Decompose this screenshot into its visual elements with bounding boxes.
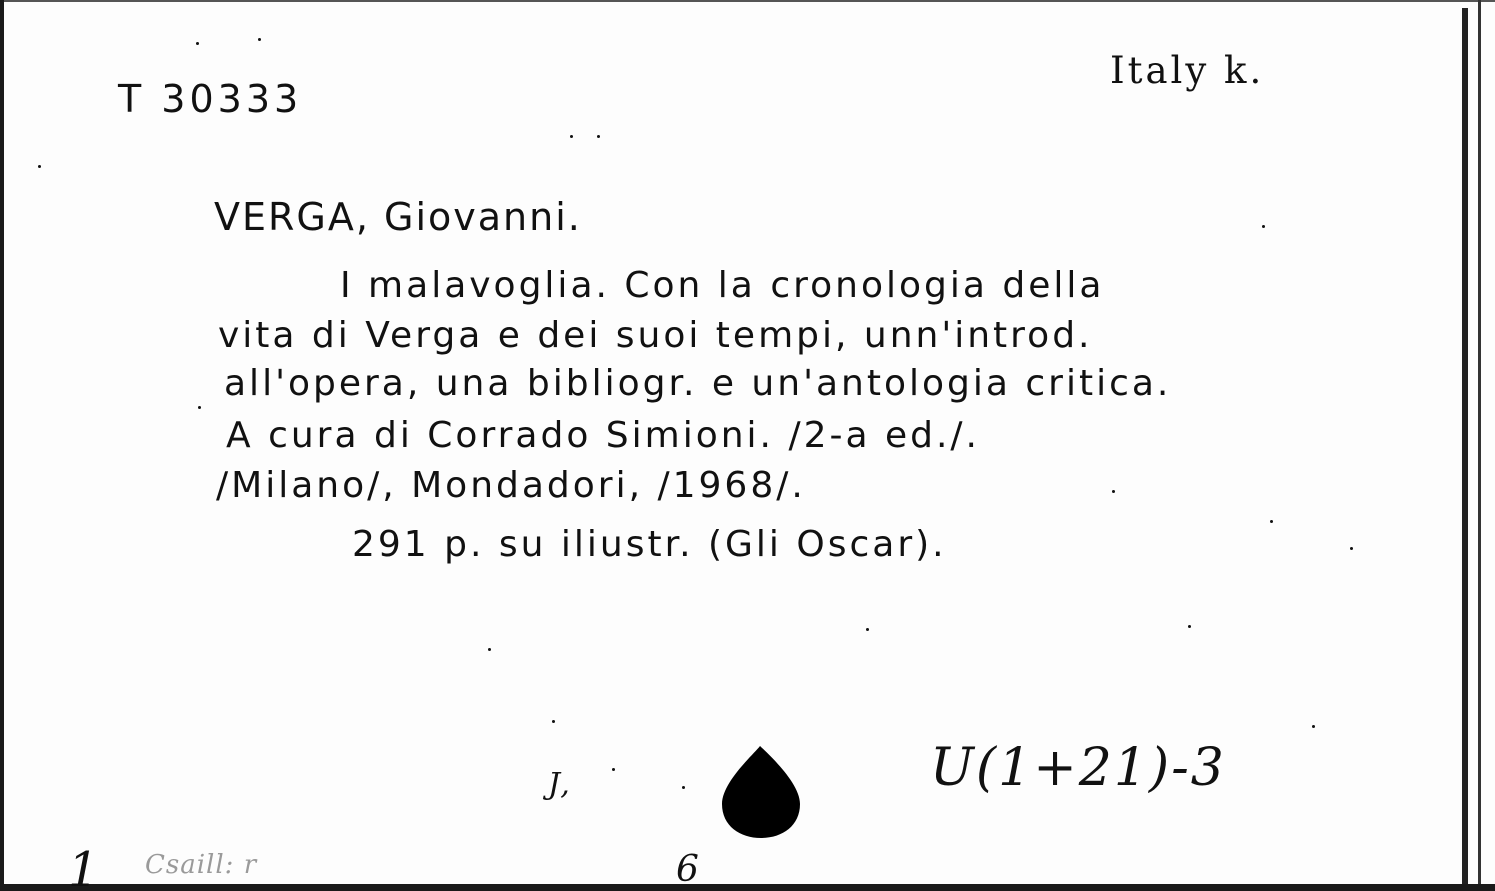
author-heading: VERGA, Giovanni.: [214, 195, 582, 239]
punch-hole: [716, 742, 806, 842]
card-top-edge: [0, 0, 1495, 2]
description-line: vita di Verga e dei suoi tempi, unn'introd.: [218, 315, 1093, 356]
scan-speck: [866, 628, 869, 631]
card-right-edge-outer: [1478, 0, 1481, 891]
scan-speck: [1270, 520, 1273, 523]
handwritten-number: 1: [68, 842, 101, 891]
publication-line: /Milano/, Mondadori, /1968/.: [216, 465, 806, 506]
card-left-edge: [0, 0, 4, 891]
handwritten-shelf-mark: U(1+21)-3: [930, 738, 1226, 798]
handwritten-mark: J,: [548, 767, 572, 802]
scan-speck: [38, 165, 41, 168]
location-code: Italy k.: [1110, 49, 1265, 92]
handwritten-number: 6: [676, 849, 701, 890]
description-line: I malavoglia. Con la cronologia della: [340, 265, 1105, 306]
faint-handwritten-text: Csaill: r: [145, 850, 258, 880]
card-right-edge: [1462, 8, 1468, 891]
scan-speck: [196, 42, 199, 45]
scan-speck: [597, 135, 600, 138]
scan-speck: [1350, 547, 1353, 550]
scan-speck: [1262, 225, 1265, 228]
scan-speck: [1312, 725, 1315, 728]
scan-speck: [682, 786, 685, 789]
scan-speck: [198, 406, 201, 409]
scan-speck: [488, 648, 491, 651]
scan-speck: [552, 720, 555, 723]
scan-speck: [570, 135, 573, 138]
description-line: all'opera, una bibliogr. e un'antologia critica.: [224, 363, 1172, 404]
scan-speck: [612, 768, 615, 771]
card-bottom-edge: [0, 884, 1495, 891]
scan-speck: [1188, 625, 1191, 628]
scan-speck: [258, 38, 261, 41]
description-line: A cura di Corrado Simioni. /2-a ed./.: [226, 415, 980, 456]
collation-line: 291 p. su iliustr. (Gli Oscar).: [352, 524, 947, 565]
scan-speck: [1112, 490, 1115, 493]
call-number: T 30333: [118, 77, 303, 121]
